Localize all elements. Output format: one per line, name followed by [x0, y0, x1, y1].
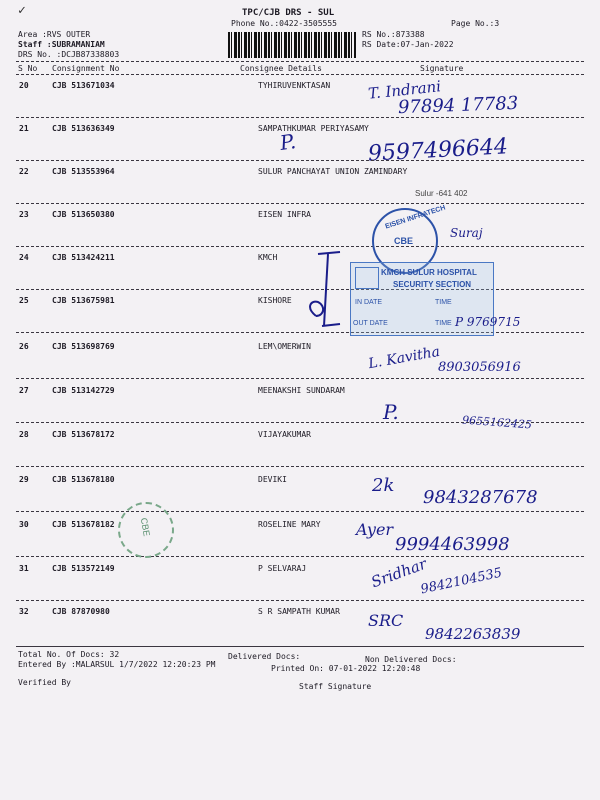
row-phone: 9994463998	[395, 534, 510, 555]
row-consignment: CJB 513671034	[52, 81, 115, 90]
kmch-stamp-title: KMCH SULUR HOSPITAL	[381, 268, 477, 277]
signature-scribble	[300, 250, 348, 332]
row-consignee: MEENAKSHI SUNDARAM	[258, 386, 345, 395]
row-sno: 24	[19, 253, 29, 262]
row-consignment: CJB 513675981	[52, 296, 115, 305]
table-row	[0, 161, 600, 206]
table-row	[0, 380, 600, 432]
row-sno: 25	[19, 296, 29, 305]
row-consignment: CJB 513678172	[52, 430, 115, 439]
row-sno: 22	[19, 167, 29, 176]
row-phone: 9843287678	[423, 487, 538, 508]
row-consignment: CJB 513424211	[52, 253, 115, 262]
col-consignment: Consignment No	[52, 64, 120, 73]
staff-signature: Staff Signature	[299, 682, 372, 691]
verified-by: Verified By	[18, 678, 71, 687]
row-sno: 20	[19, 81, 29, 90]
kmch-in-time-label: TIME	[435, 299, 452, 306]
kmch-time-handwritten: P 9769715	[455, 315, 521, 329]
row-signature: Suraj	[450, 226, 483, 240]
round-stamp	[118, 502, 174, 558]
table-row	[0, 75, 600, 120]
row-sno: 29	[19, 475, 29, 484]
round-stamp-text: CBE	[138, 517, 152, 537]
corner-mark: ✓	[18, 3, 26, 18]
barcode	[228, 32, 356, 58]
sulur-stamp-text: Sulur -641 402	[415, 189, 468, 198]
row-consignee: SULUR PANCHAYAT UNION ZAMINDARY	[258, 167, 408, 176]
table-row	[0, 118, 600, 167]
col-sno: S No	[18, 64, 38, 73]
entered-by: Entered By :MALARSUL 1/7/2022 12:20:23 PM	[18, 660, 216, 669]
row-phone: 9842263839	[425, 625, 521, 643]
row-phone: 9842104535	[419, 565, 504, 598]
col-signature: Signature	[420, 64, 464, 73]
table-row	[0, 554, 600, 603]
row-sno: 30	[19, 520, 29, 529]
row-sno: 31	[19, 564, 29, 573]
row-sno: 28	[19, 430, 29, 439]
row-signature: Ayer	[356, 520, 394, 539]
rs-date: RS Date:07-Jan-2022	[362, 40, 454, 49]
document-title: TPC/CJB DRS - SUL	[242, 8, 335, 18]
eisen-stamp-city: CBE	[394, 236, 414, 246]
row-consignment: CJB 513678180	[52, 475, 115, 484]
row-consignee: P SELVARAJ	[258, 564, 307, 573]
total-docs: Total No. Of Docs: 32	[18, 650, 120, 659]
table-row	[0, 424, 600, 469]
staff-label: Staff :SUBRAMANIAM	[18, 40, 105, 49]
row-phone: 97894 17783	[397, 92, 519, 119]
eisen-stamp-text: EISEN INFRATECH	[384, 204, 447, 231]
row-signature: 2k	[372, 475, 395, 496]
row-sno: 27	[19, 386, 29, 395]
rs-number: RS No.:873388	[362, 30, 425, 39]
table-row	[0, 514, 600, 559]
table-row	[0, 336, 600, 381]
col-consignee: Consignee Details	[240, 64, 322, 73]
page-number: Page No.:3	[451, 19, 500, 28]
row-consignment: CJB 513572149	[52, 564, 115, 573]
phone-number: Phone No.:0422-3505555	[231, 19, 337, 28]
printed-on: Printed On: 07-01-2022 12:20:48	[271, 664, 421, 673]
row-phone: 9655162425	[461, 413, 533, 432]
row-signature: Sridhar	[368, 554, 429, 592]
header-rule	[16, 61, 584, 62]
row-consignee: S R SAMPATH KUMAR	[258, 607, 340, 616]
row-signature: SRC	[368, 611, 404, 630]
kmch-out-time-label: TIME	[435, 320, 452, 327]
row-consignment: CJB 87870980	[52, 607, 110, 616]
kmch-logo	[355, 267, 379, 289]
row-sno: 21	[19, 124, 29, 133]
kmch-out-date-label: OUT DATE	[353, 320, 388, 327]
row-consignment: CJB 513678182	[52, 520, 115, 529]
row-consignment: CJB 513553964	[52, 167, 115, 176]
kmch-security-stamp	[350, 262, 521, 336]
delivered-docs: Delivered Docs:	[228, 652, 301, 661]
table-row	[0, 469, 600, 514]
row-sno: 26	[19, 342, 29, 351]
row-consignee: KMCH	[258, 253, 278, 262]
row-consignee: ROSELINE MARY	[258, 520, 321, 529]
kmch-in-date-label: IN DATE	[355, 299, 383, 306]
row-consignee: EISEN INFRA	[258, 210, 311, 219]
non-delivered-docs: Non Delivered Docs:	[365, 655, 457, 664]
drs-number: DRS No. :DCJB87338803	[18, 50, 120, 59]
row-sno: 32	[19, 607, 29, 616]
row-signature: T. Indrani	[367, 77, 442, 103]
table-row	[0, 601, 600, 645]
row-consignee: SAMPATHKUMAR PERIYASAMY	[258, 124, 369, 133]
row-consignee: VIJAYAKUMAR	[258, 430, 311, 439]
row-consignment: CJB 513142729	[52, 386, 115, 395]
row-signature: P.	[383, 400, 399, 424]
row-consignment: CJB 513698769	[52, 342, 115, 351]
row-phone: 9597496644	[367, 134, 509, 167]
row-phone: 8903056916	[438, 360, 521, 375]
table-row	[0, 204, 600, 249]
row-consignee: DEVIKI	[258, 475, 287, 484]
row-consignee: LEM\OMERWIN	[258, 342, 311, 351]
row-consignment: CJB 513636349	[52, 124, 115, 133]
footer-rule	[16, 646, 584, 647]
row-consignment: CJB 513650380	[52, 210, 115, 219]
row-sno: 23	[19, 210, 29, 219]
kmch-stamp-section: SECURITY SECTION	[393, 280, 472, 289]
row-signature: P.	[278, 129, 298, 155]
row-consignee: TYHIRUVENKTASAN	[258, 81, 331, 90]
row-signature: L. Kavitha	[367, 343, 442, 373]
row-consignee: KISHORE	[258, 296, 292, 305]
area-label: Area :RVS OUTER	[18, 30, 91, 39]
